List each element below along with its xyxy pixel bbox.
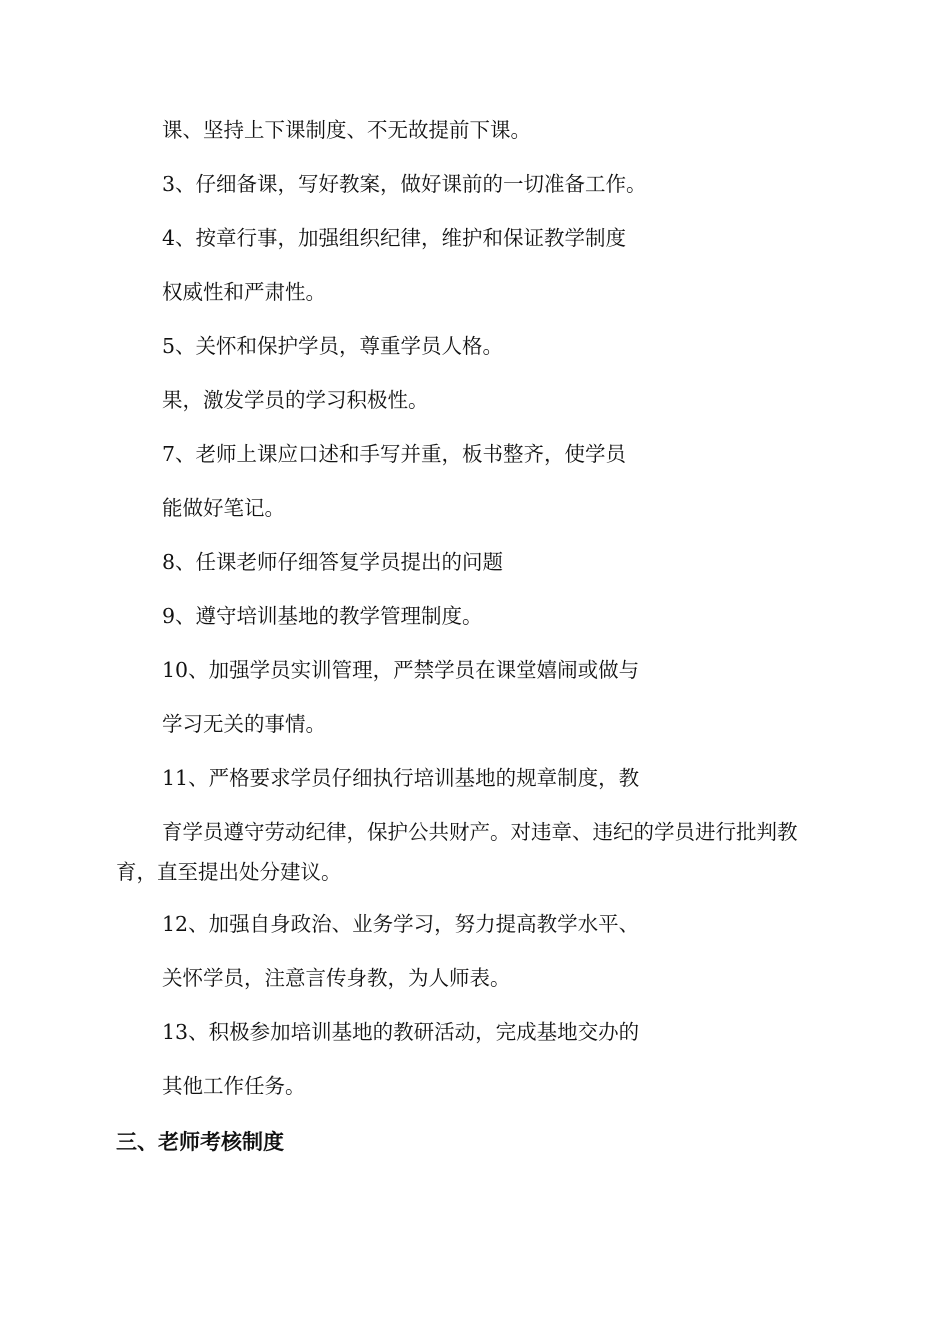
text-line-18: 其他工作任务。 <box>162 1074 306 1098</box>
text-line-2: 3、仔细备课，写好教案，做好课前的一切准备工作。 <box>162 172 647 196</box>
text-line-6: 果，激发学员的学习积极性。 <box>162 388 429 412</box>
text-paragraph-14: 育学员遵守劳动纪律，保护公共财产。对违章、违纪的学员进行批判教育，直至提出处分建议。 <box>116 820 798 884</box>
text-line-15: 12、加强自身政治、业务学习，努力提高教学水平、 <box>162 912 640 936</box>
text-line-10: 9、遵守培训基地的教学管理制度。 <box>162 604 483 628</box>
text-line-12: 学习无关的事情。 <box>162 712 326 736</box>
text-line-1: 课、坚持上下课制度、不无故提前下课。 <box>162 118 531 142</box>
text-line-16: 关怀学员，注意言传身教，为人师表。 <box>162 966 511 990</box>
text-line-17: 13、积极参加培训基地的教研活动，完成基地交办的 <box>162 1020 640 1044</box>
text-line-11: 10、加强学员实训管理，严禁学员在课堂嬉闹或做与 <box>162 658 640 682</box>
section-heading: 三、老师考核制度 <box>116 1130 284 1154</box>
text-line-7: 7、老师上课应口述和手写并重，板书整齐，使学员 <box>162 442 627 466</box>
text-line-4: 权威性和严肃性。 <box>162 280 326 304</box>
text-line-13: 11、严格要求学员仔细执行培训基地的规章制度，教 <box>162 766 640 790</box>
text-line-9: 8、任课老师仔细答复学员提出的问题 <box>162 550 504 574</box>
text-line-5: 5、关怀和保护学员，尊重学员人格。 <box>162 334 504 358</box>
text-line-8: 能做好笔记。 <box>162 496 285 520</box>
text-line-3: 4、按章行事，加强组织纪律，维护和保证教学制度 <box>162 226 627 250</box>
